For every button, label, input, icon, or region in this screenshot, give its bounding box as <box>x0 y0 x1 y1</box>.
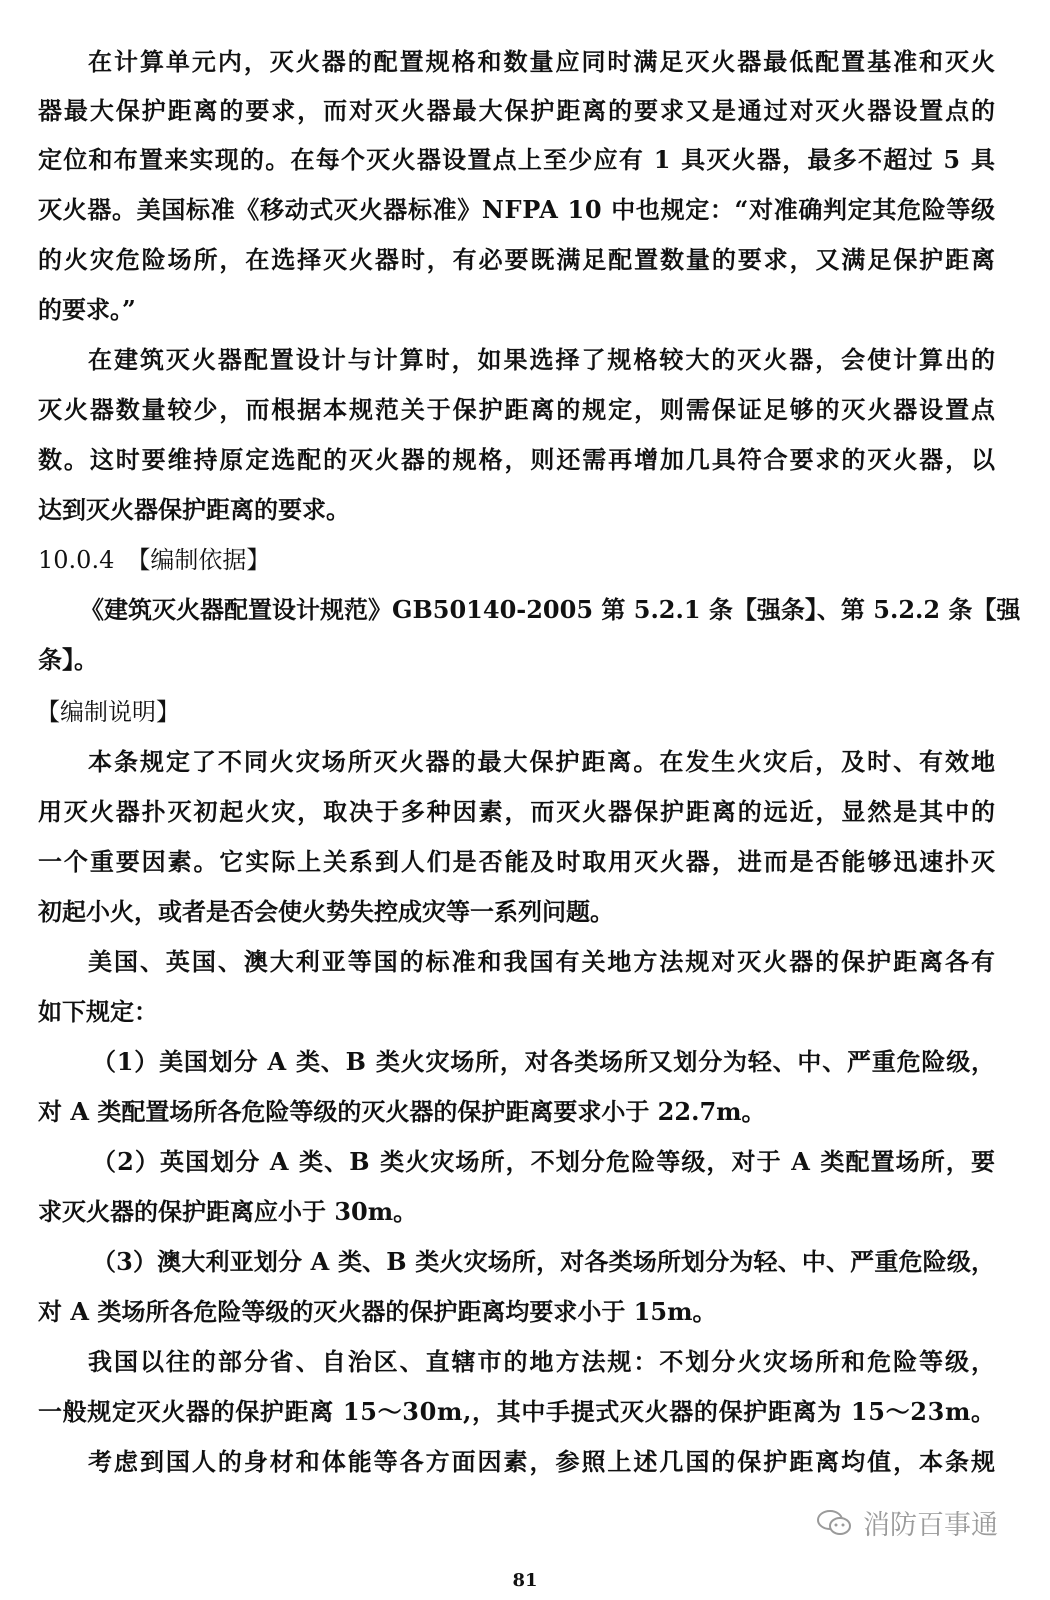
text-line <box>38 94 995 128</box>
text-line-content: 如下规定： <box>38 997 158 1026</box>
section-heading <box>38 543 995 577</box>
page-number: 81 <box>512 1570 538 1591</box>
text-line <box>38 493 995 527</box>
text-line <box>88 945 995 979</box>
text-line-content: 达到灭火器保护距离的要求。 <box>38 495 350 524</box>
text-line <box>88 1345 995 1379</box>
text-line-content: 本条规定了不同火灾场所灭火器的最大保护距离。在发生火灾后，及时、有效地 <box>88 747 997 776</box>
text-line <box>38 193 995 227</box>
text-line-content: 器最大保护距离的要求，而对灭火器最大保护距离的要求又是通过对灭火器设置点的 <box>38 96 997 125</box>
text-line <box>38 1195 995 1229</box>
text-line-content: 在计算单元内，灭火器的配置规格和数量应同时满足灭火器最低配置基准和灭火 <box>88 47 997 76</box>
text-line-content: 一般规定灭火器的保护距离 15～30m,，其中手提式灭火器的保护距离为 15～23m。 <box>38 1397 996 1426</box>
watermark-text: 消防百事通 <box>863 1510 998 1541</box>
text-line-content: 美国、英国、澳大利亚等国的标准和我国有关地方法规对灭火器的保护距离各有 <box>88 947 997 976</box>
text-line <box>38 293 995 327</box>
text-line-content: 在建筑灭火器配置设计与计算时，如果选择了规格较大的灭火器，会使计算出的 <box>88 345 997 374</box>
wechat-icon <box>815 1507 855 1539</box>
text-line <box>92 1045 995 1079</box>
section-heading <box>36 695 993 729</box>
text-line <box>38 795 995 829</box>
section-heading-text: 10.0.4 【编制依据】 <box>38 546 271 574</box>
text-line-content: 灭火器。美国标准《移动式灭火器标准》NFPA 10 中也规定：“对准确判定其危险等级 <box>38 195 996 224</box>
text-line-content: 数。这时要维持原定选配的灭火器的规格，则还需再增加几具符合要求的灭火器，以 <box>38 445 997 474</box>
text-line-content: 一个重要因素。它实际上关系到人们是否能及时取用灭火器，进而是否能够迅速扑灭 <box>38 847 997 876</box>
text-line <box>88 343 995 377</box>
text-line <box>38 1295 995 1329</box>
text-line <box>80 593 1021 627</box>
text-line <box>38 1395 995 1429</box>
text-line <box>38 895 995 929</box>
text-line-content: 考虑到国人的身材和体能等各方面因素，参照上述几国的保护距离均值，本条规 <box>88 1447 997 1476</box>
text-line-content: （1）美国划分 A 类、B 类火灾场所，对各类场所又划分为轻、中、严重危险级， <box>92 1047 996 1076</box>
text-line-content: （3）澳大利亚划分 A 类、B 类火灾场所，对各类场所划分为轻、中、严重危险级， <box>92 1247 996 1276</box>
text-line <box>38 143 995 177</box>
text-line-content: 初起小火，或者是否会使火势失控成灾等一系列问题。 <box>38 897 614 926</box>
text-line <box>88 745 995 779</box>
text-line-content: 用灭火器扑灭初起火灾，取决于多种因素，而灭火器保护距离的远近，显然是其中的 <box>38 797 997 826</box>
text-line <box>38 443 995 477</box>
text-line-content: （2）英国划分 A 类、B 类火灾场所，不划分危险等级，对于 A 类配置场所，要 <box>92 1147 997 1176</box>
text-line <box>92 1145 995 1179</box>
text-line <box>88 1445 995 1479</box>
text-line <box>38 643 995 677</box>
text-line <box>38 995 995 1029</box>
watermark <box>815 1503 998 1542</box>
text-line-content: 定位和布置来实现的。在每个灭火器设置点上至少应有 1 具灭火器，最多不超过 5 具 <box>38 145 997 174</box>
section-heading-text: 【编制说明】 <box>36 698 180 726</box>
text-line-content: 对 A 类场所各危险等级的灭火器的保护距离均要求小于 15m。 <box>38 1297 717 1326</box>
text-line <box>38 243 995 277</box>
text-line <box>38 393 995 427</box>
text-line-content: 我国以往的部分省、自治区、直辖市的地方法规：不划分火灾场所和危险等级， <box>88 1347 997 1376</box>
text-line-content: 的火灾危险场所，在选择灭火器时，有必要既满足配置数量的要求，又满足保护距离 <box>38 245 997 274</box>
text-line-content: 求灭火器的保护距离应小于 30m。 <box>38 1197 418 1226</box>
text-line-content: 对 A 类配置场所各危险等级的灭火器的保护距离要求小于 22.7m。 <box>38 1097 766 1126</box>
text-line <box>88 45 995 79</box>
text-line-content: 的要求。” <box>38 295 136 324</box>
text-line-content: 《建筑灭火器配置设计规范》GB50140-2005 第 5.2.1 条【强条】、第 5.2.2 条【强 <box>80 595 1021 624</box>
text-line-content: 灭火器数量较少，而根据本规范关于保护距离的规定，则需保证足够的灭火器设置点 <box>38 395 997 424</box>
text-line <box>38 1095 995 1129</box>
text-line-content: 条】。 <box>38 645 98 674</box>
text-line <box>38 845 995 879</box>
text-line <box>92 1245 995 1279</box>
